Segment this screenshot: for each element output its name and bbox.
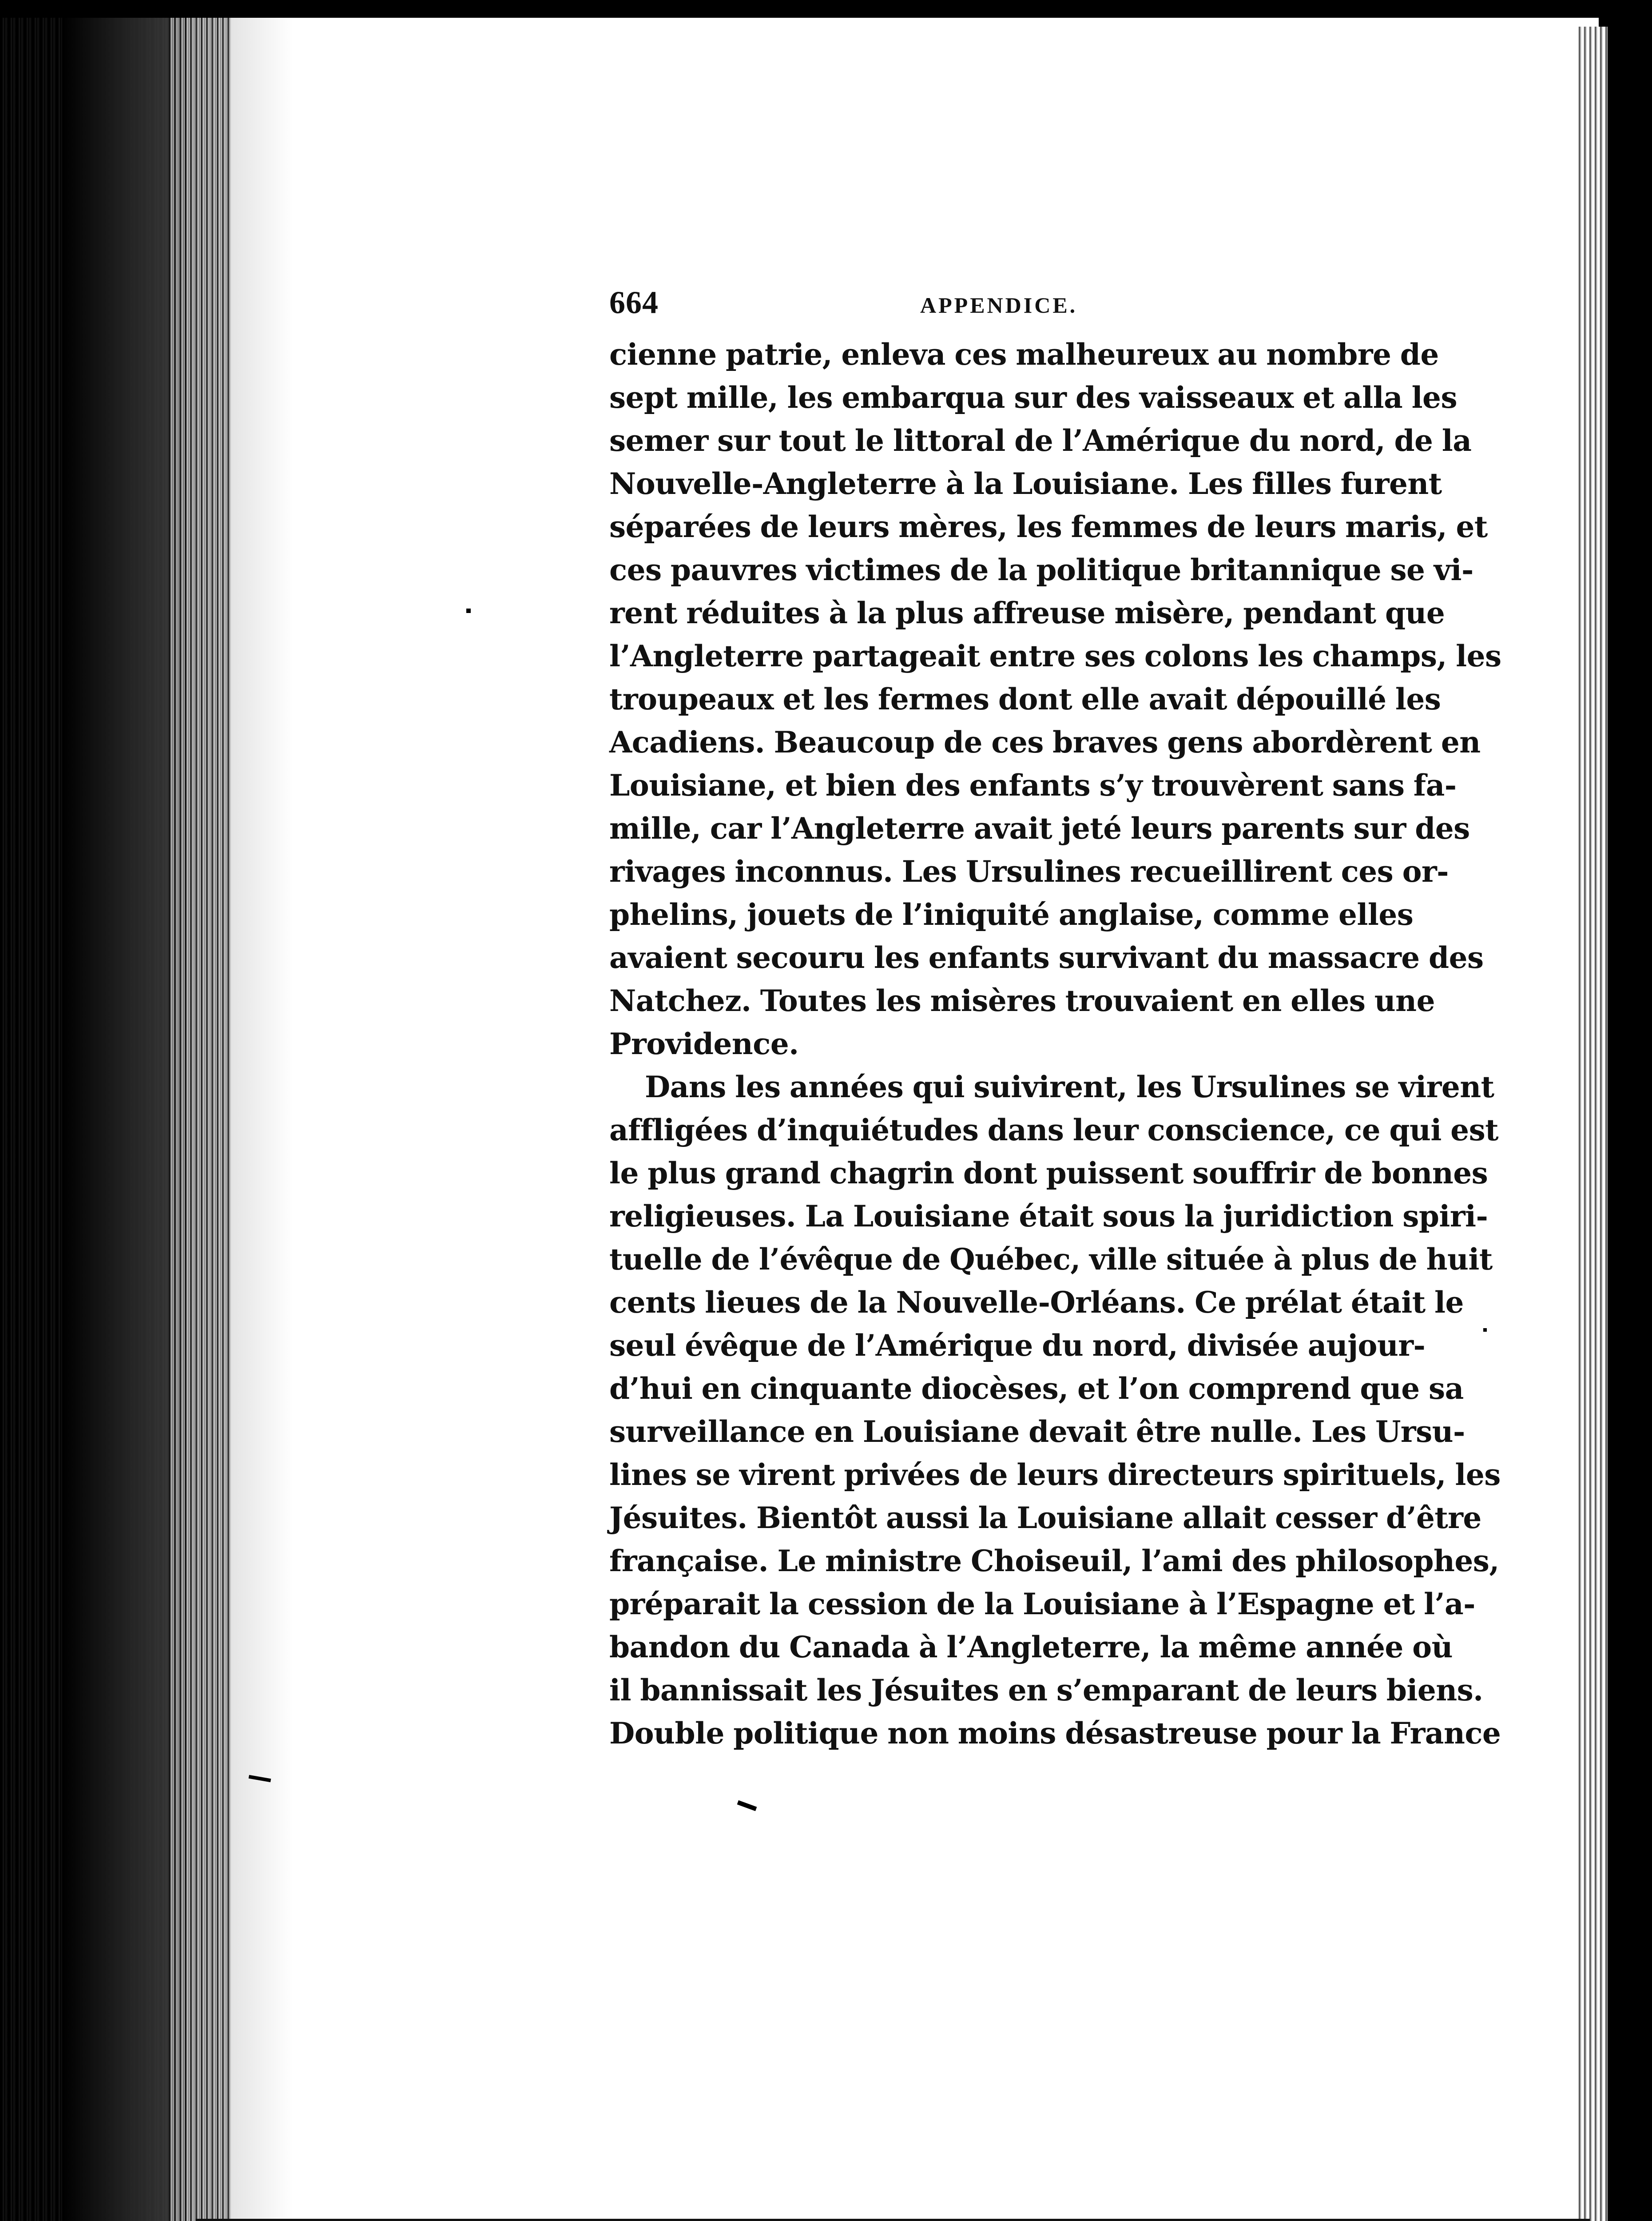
scan-border-right bbox=[1603, 0, 1652, 2221]
text-line: cents lieues de la Nouvelle-Orléans. Ce prélat était le bbox=[609, 1285, 1464, 1320]
text-line: semer sur tout le littoral de l’Amérique du nord, de la bbox=[609, 423, 1472, 458]
text-line: religieuses. La Louisiane était sous la juridiction spiri- bbox=[609, 1199, 1488, 1234]
text-line: phelins, jouets de l’iniquité anglaise, comme elles bbox=[609, 897, 1414, 932]
paragraph-2 bbox=[609, 1066, 1501, 1755]
text-line: surveillance en Louisiane devait être nulle. Les Ursu- bbox=[609, 1414, 1465, 1449]
stray-mark bbox=[1483, 1328, 1487, 1332]
text-line: ces pauvres victimes de la politique britannique se vi- bbox=[609, 553, 1473, 587]
text-line: Double politique non moins désastreuse pour la France bbox=[609, 1716, 1501, 1751]
text-line: bandon du Canada à l’Angleterre, la même année où bbox=[609, 1630, 1453, 1664]
text-line: Jésuites. Bientôt aussi la Louisiane allait cesser d’être bbox=[609, 1501, 1481, 1535]
text-line: l’Angleterre partageait entre ses colons les champs, les bbox=[609, 639, 1501, 673]
text-line: il bannissait les Jésuites en s’emparant de leurs biens. bbox=[609, 1673, 1483, 1708]
stray-mark bbox=[466, 609, 471, 613]
page-text bbox=[609, 284, 1501, 1755]
text-line: Louisiane, et bien des enfants s’y trouvèrent sans fa- bbox=[609, 768, 1457, 803]
page-number: 664 bbox=[609, 285, 659, 320]
scan-border-top bbox=[0, 0, 1652, 18]
running-head: APPENDICE. bbox=[920, 293, 1078, 318]
page-header bbox=[609, 284, 1391, 333]
text-line: Natchez. Toutes les misères trouvaient en elles une bbox=[609, 983, 1435, 1018]
text-line: Dans les années qui suivirent, les Ursulines se virent bbox=[645, 1070, 1494, 1104]
text-line: mille, car l’Angleterre avait jeté leurs parents sur des bbox=[609, 811, 1470, 846]
text-line: seul évêque de l’Amérique du nord, divisée aujour- bbox=[609, 1328, 1426, 1363]
text-line: le plus grand chagrin dont puissent souffrir de bonnes bbox=[609, 1156, 1488, 1190]
page-edges-left bbox=[169, 0, 231, 2221]
paragraph-1 bbox=[609, 333, 1501, 1066]
text-line: troupeaux et les fermes dont elle avait dépouillé les bbox=[609, 682, 1441, 716]
text-line: d’hui en cinquante diocèses, et l’on comprend que sa bbox=[609, 1371, 1464, 1406]
text-line: lines se virent privées de leurs directeurs spirituels, les bbox=[609, 1457, 1501, 1492]
text-line: avaient secouru les enfants survivant du massacre des bbox=[609, 940, 1484, 975]
text-line: Providence. bbox=[609, 1027, 799, 1061]
text-line: préparait la cession de la Louisiane à l’Espagne et l’a- bbox=[609, 1587, 1475, 1621]
text-line: Acadiens. Beaucoup de ces braves gens abordèrent en bbox=[609, 725, 1481, 760]
page-bottom-edge bbox=[195, 2219, 1590, 2221]
text-line: cienne patrie, enleva ces malheureux au nombre de bbox=[609, 337, 1439, 372]
text-line: rivages inconnus. Les Ursulines recueillirent ces or- bbox=[609, 854, 1449, 889]
text-line: rent réduites à la plus affreuse misère, pendant que bbox=[609, 596, 1445, 630]
page-edges-right bbox=[1577, 27, 1608, 2221]
text-line: française. Le ministre Choiseuil, l’ami des philosophes, bbox=[609, 1544, 1499, 1578]
text-line: affligées d’inquiétudes dans leur conscience, ce qui est bbox=[609, 1113, 1499, 1147]
text-line: séparées de leurs mères, les femmes de leurs maris, et bbox=[609, 509, 1488, 544]
text-line: sept mille, les embarqua sur des vaisseaux et alla les bbox=[609, 380, 1457, 415]
text-line: Nouvelle-Angleterre à la Louisiane. Les filles furent bbox=[609, 466, 1442, 501]
text-line: tuelle de l’évêque de Québec, ville située à plus de huit bbox=[609, 1242, 1493, 1277]
